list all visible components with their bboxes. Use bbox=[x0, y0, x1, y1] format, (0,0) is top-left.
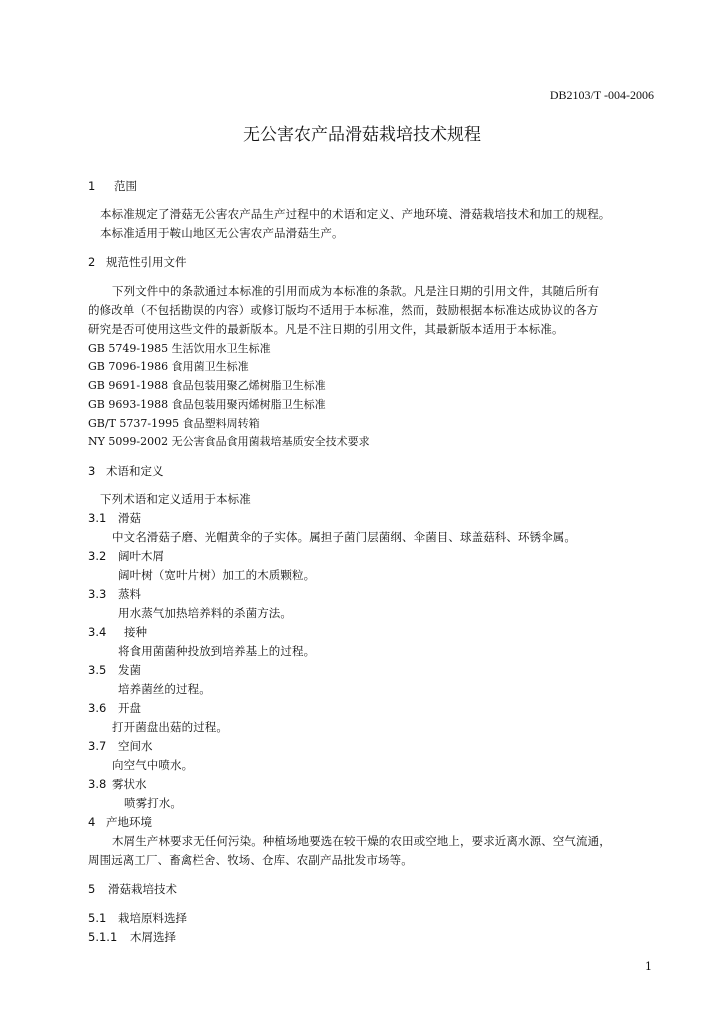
section-number: 5.1.1 bbox=[88, 930, 118, 944]
term-title: 接种 bbox=[124, 625, 147, 639]
section-4-heading bbox=[88, 814, 152, 830]
term-3-1 bbox=[88, 510, 141, 526]
section-number: 5 bbox=[88, 882, 96, 896]
subsection-5-1-1-heading bbox=[88, 929, 176, 945]
paragraph: 木屑生产林要求无任何污染。种植场地要选在较干燥的农田或空地上，要求近离水源、空气流通， bbox=[112, 834, 611, 848]
term-definition: 中文名滑菇子磨、光帽黄伞的子实体。属担子菌门层菌纲、伞菌目、球盖菇科、环锈伞属。 bbox=[112, 530, 576, 544]
term-title: 开盘 bbox=[118, 701, 141, 715]
section-title: 规范性引用文件 bbox=[106, 255, 187, 269]
reference-item: GB 5749-1985 生活饮用水卫生标准 bbox=[88, 342, 271, 355]
section-number: 2 bbox=[88, 255, 96, 269]
subsection-5-1-heading bbox=[88, 910, 187, 926]
section-title: 栽培原料选择 bbox=[118, 911, 187, 925]
section-title: 木屑选择 bbox=[130, 930, 176, 944]
term-title: 蒸料 bbox=[118, 587, 141, 601]
section-number: 3 bbox=[88, 464, 96, 478]
reference-item: GB/T 5737-1995 食品塑料周转箱 bbox=[88, 417, 260, 430]
term-number: 3.6 bbox=[88, 701, 107, 715]
reference-item: GB 9691-1988 食品包装用聚乙烯树脂卫生标准 bbox=[88, 379, 326, 392]
section-number: 1 bbox=[88, 179, 96, 193]
term-3-2 bbox=[88, 548, 164, 564]
section-number: 5.1 bbox=[88, 911, 107, 925]
section-title: 术语和定义 bbox=[106, 464, 164, 478]
term-definition: 用水蒸气加热培养料的杀菌方法。 bbox=[118, 606, 292, 620]
term-number: 3.2 bbox=[88, 549, 107, 563]
term-3-4 bbox=[88, 624, 147, 640]
term-definition: 向空气中喷水。 bbox=[112, 758, 194, 772]
document-number: DB2103/T -004-2006 bbox=[549, 88, 654, 102]
paragraph: 周围远离工厂、畜禽栏舍、牧场、仓库、农副产品批发市场等。 bbox=[88, 853, 413, 867]
term-definition: 打开菌盘出菇的过程。 bbox=[112, 720, 228, 734]
term-definition: 培养菌丝的过程。 bbox=[118, 682, 211, 696]
term-number: 3.3 bbox=[88, 587, 107, 601]
term-3-3 bbox=[88, 586, 141, 602]
page-title: 无公害农产品滑菇栽培技术规程 bbox=[243, 125, 481, 145]
section-2-heading bbox=[88, 254, 187, 270]
term-number: 3.8 bbox=[88, 777, 107, 791]
paragraph: 下列术语和定义适用于本标准 bbox=[100, 492, 251, 506]
term-3-8 bbox=[88, 776, 147, 792]
section-number: 4 bbox=[88, 815, 96, 829]
term-title: 阔叶木屑 bbox=[118, 549, 164, 563]
term-3-7 bbox=[88, 738, 153, 754]
reference-item: NY 5099-2002 无公害食品食用菌栽培基质安全技术要求 bbox=[88, 435, 370, 448]
term-definition: 阔叶树（宽叶片树）加工的木质颗粒。 bbox=[118, 568, 316, 582]
term-title: 空间水 bbox=[118, 739, 153, 753]
section-title: 产地环境 bbox=[106, 815, 152, 829]
term-number: 3.5 bbox=[88, 663, 107, 677]
term-number: 3.1 bbox=[88, 511, 107, 525]
paragraph: 下列文件中的条款通过本标准的引用而成为本标准的条款。凡是注日期的引用文件，其随后所有 bbox=[112, 284, 600, 298]
term-number: 3.7 bbox=[88, 739, 107, 753]
section-1-heading bbox=[88, 178, 137, 194]
paragraph: 本标准适用于鞍山地区无公害农产品滑菇生产。 bbox=[100, 226, 344, 240]
term-title: 发菌 bbox=[118, 663, 141, 677]
paragraph: 本标准规定了滑菇无公害农产品生产过程中的术语和定义、产地环境、滑菇栽培技术和加工的规程。 bbox=[100, 207, 611, 221]
paragraph: 的修改单（不包括勘误的内容）或修订版均不适用于本标准，然而，鼓励根据本标准达成协议的各方 bbox=[88, 303, 599, 317]
page-number: 1 bbox=[645, 960, 652, 973]
term-title: 滑菇 bbox=[118, 511, 141, 525]
section-title: 范围 bbox=[114, 179, 137, 193]
reference-item: GB 7096-1986 食用菌卫生标准 bbox=[88, 360, 249, 373]
term-definition: 将食用菌菌种投放到培养基上的过程。 bbox=[118, 644, 316, 658]
section-5-heading bbox=[88, 881, 177, 897]
section-3-heading bbox=[88, 463, 164, 479]
paragraph: 研究是否可使用这些文件的最新版本。凡是不注日期的引用文件，其最新版本适用于本标准。 bbox=[88, 322, 564, 336]
section-title: 滑菇栽培技术 bbox=[108, 882, 177, 896]
term-3-5 bbox=[88, 662, 141, 678]
term-3-6 bbox=[88, 700, 141, 716]
term-title: 雾状水 bbox=[112, 777, 147, 791]
term-definition: 喷雾打水。 bbox=[124, 796, 182, 810]
term-number: 3.4 bbox=[88, 625, 107, 639]
reference-item: GB 9693-1988 食品包装用聚丙烯树脂卫生标准 bbox=[88, 398, 326, 411]
